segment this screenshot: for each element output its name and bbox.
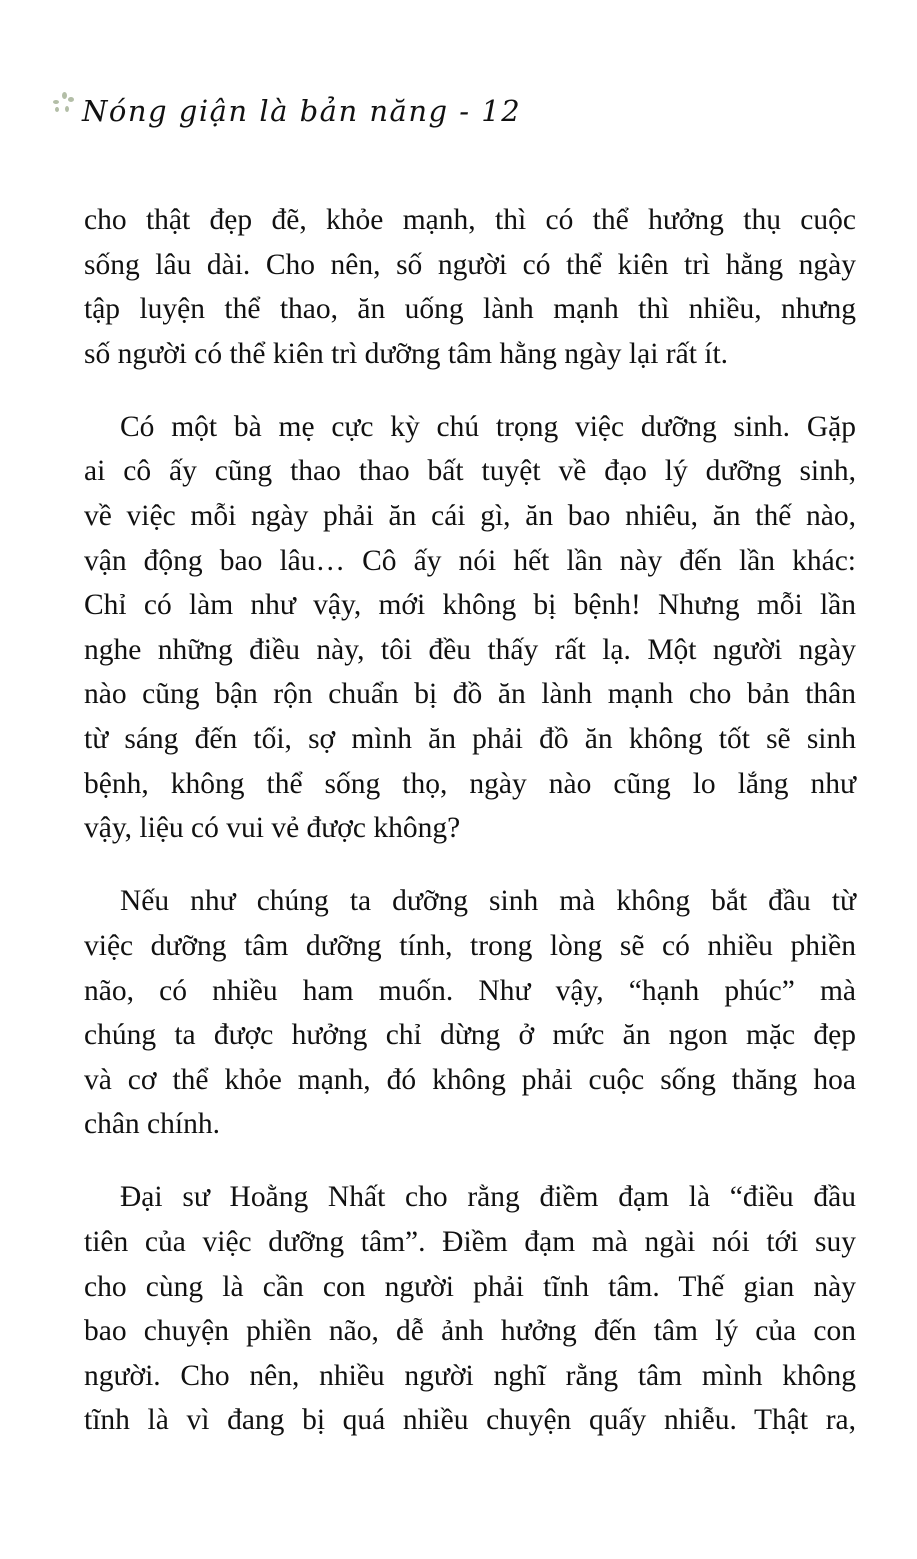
paragraph-2 [84,405,856,851]
text-line: vận động bao lâu… Cô ấy nói hết lần này đến lần khác: [84,544,856,577]
text-line: não, có nhiều ham muốn. Như vậy, “hạnh phúc” mà [84,974,856,1007]
text-line: từ sáng đến tối, sợ mình ăn phải đồ ăn không tốt sẽ sinh [84,723,856,756]
text-line: Nếu như chúng ta dưỡng sinh mà không bắt đầu từ [120,885,856,918]
text-line: tiên của việc dưỡng tâm”. Điềm đạm mà ngài nói tới suy [84,1225,856,1258]
text-line: cho thật đẹp đẽ, khỏe mạnh, thì có thể hưởng thụ cuộc [84,204,856,236]
text-line: ai cô ấy cũng thao thao bất tuyệt về đạo lý dưỡng sinh, [84,455,856,488]
text-line: chúng ta được hưởng chỉ dừng ở mức ăn ngon mặc đẹp [84,1019,856,1052]
text-line: nghe những điều này, tôi đều thấy rất lạ. Một người ngày [84,633,856,666]
paragraph-4 [84,1175,856,1443]
page-header [48,86,521,136]
body-text [84,198,856,1471]
text-line: số người có thể kiên trì dưỡng tâm hằng ngày lại rất ít. [84,337,729,370]
text-line: chân chính. [84,1108,220,1141]
running-title: Nóng giận là bản năng - 12 [82,94,522,128]
text-line: vậy, liệu có vui vẻ được không? [84,812,461,845]
text-line: bệnh, không thể sống thọ, ngày nào cũng lo lắng như [84,767,856,800]
text-line: Có một bà mẹ cực kỳ chú trọng việc dưỡng sinh. Gặp [120,410,856,443]
flower-ornament-icon [48,90,78,120]
paragraph-1 [84,198,856,376]
text-line: Chỉ có làm như vậy, mới không bị bệnh! Nhưng mỗi lần [84,589,856,622]
text-line: sống lâu dài. Cho nên, số người có thể kiên trì hằng ngày [84,248,856,281]
text-line: cho cùng là cần con người phải tĩnh tâm. Thế gian này [84,1270,856,1303]
text-line: tập luyện thể thao, ăn uống lành mạnh thì nhiều, nhưng [84,293,856,326]
text-line: về việc mỗi ngày phải ăn cái gì, ăn bao nhiêu, ăn thế nào, [84,500,856,533]
paragraph-3 [84,879,856,1147]
text-line: người. Cho nên, nhiều người nghĩ rằng tâm mình không [84,1359,856,1392]
text-line: tĩnh là vì đang bị quá nhiều chuyện quấy nhiễu. Thật ra, [84,1404,856,1437]
text-line: Đại sư Hoằng Nhất cho rằng điềm đạm là “điều đầu [120,1181,856,1214]
text-line: việc dưỡng tâm dưỡng tính, trong lòng sẽ có nhiều phiền [84,929,856,962]
text-line: nào cũng bận rộn chuẩn bị đồ ăn lành mạnh cho bản thân [84,678,856,711]
text-line: bao chuyện phiền não, dễ ảnh hưởng đến tâm lý của con [84,1315,856,1348]
text-line: và cơ thể khỏe mạnh, đó không phải cuộc sống thăng hoa [84,1063,856,1096]
